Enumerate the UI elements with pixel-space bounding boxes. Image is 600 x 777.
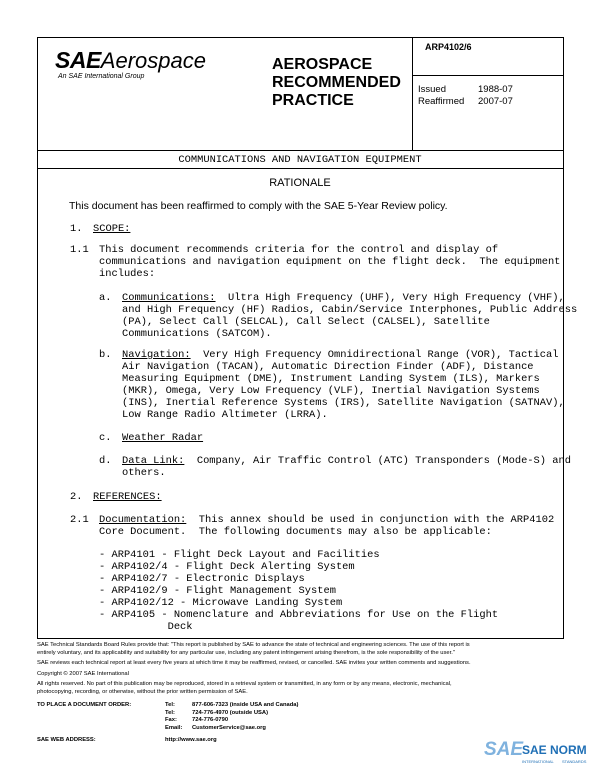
reaffirmed-label: Reaffirmed (418, 96, 465, 107)
para-2-1-label: Documentation: (99, 514, 187, 526)
item-a-communications (122, 292, 577, 340)
item-b-label: Navigation: (122, 349, 191, 361)
reference-list (99, 549, 498, 633)
item-a-line: and High Frequency (HF) Radios, Cabin/Service Interphones, Public Address (122, 304, 578, 316)
web-address-link[interactable]: http://www.sae.org (165, 737, 217, 743)
issued-value: 1988-07 (478, 84, 513, 95)
review-note: SAE reviews each technical report at least every five years at which time it may be reaffirmed, revised, or cancelled. SAE invites your written comments and suggestions. (37, 660, 471, 667)
reference-item: - ARP4102/9 - Flight Management System (99, 585, 336, 597)
item-d-letter: d. (99, 455, 112, 467)
item-d-line: others. (122, 467, 166, 479)
document-type-title (272, 56, 401, 110)
item-b-line: (INS), Inertial Reference Systems (IRS), Satellite Navigation (SATNAV), (122, 397, 565, 409)
web-label: SAE WEB ADDRESS: (37, 737, 96, 743)
item-b-line: Very High Frequency Omnidirectional Range (VOR), Tactical (190, 349, 559, 361)
contact-label: Email: (165, 724, 183, 731)
para-1-1-number: 1.1 (70, 244, 89, 256)
title-line-2: RECOMMENDED (272, 74, 401, 91)
para-1-1-text (99, 244, 560, 280)
rationale-text: This document has been reaffirmed to comply with the SAE 5-Year Review policy. (69, 200, 448, 212)
sae-norm-watermark (484, 739, 596, 773)
policy-line: entirely voluntary, and its applicability and suitability for any particular use, including any patent infringement arising therefrom, is the sole responsibility of the user." (37, 649, 455, 656)
rights-line: All rights reserved. No part of this publication may be reproduced, stored in a retrieval system or transmitted, in any form or by any means, electronic, mechanical, (37, 681, 452, 688)
reference-item: - ARP4102/12 - Microwave Landing System (99, 597, 343, 609)
item-d-label: Data Link: (122, 455, 185, 467)
title-line-3: PRACTICE (272, 92, 354, 109)
title-divider (37, 168, 564, 169)
header-divider (37, 150, 564, 151)
rationale-heading: RATIONALE (269, 177, 331, 189)
rights-line: photocopying, recording, or otherwise, without the prior written permission of SAE. (37, 688, 248, 695)
item-c-letter: c. (99, 432, 112, 444)
reference-item: - ARP4101 - Flight Deck Layout and Facilities (99, 549, 380, 561)
contact-label: Fax: (165, 717, 177, 724)
reaffirmed-value: 2007-07 (478, 96, 513, 107)
contact-fax[interactable]: 724-776-0790 (192, 717, 229, 724)
issued-divider (412, 75, 564, 76)
item-b-line: Measuring Equipment (DME), Instrument Landing System (ILS), Markers (122, 373, 540, 385)
reference-item: - ARP4105 - Nomenclature and Abbreviations for Use on the Flight (99, 609, 499, 621)
item-c-weather-radar: Weather Radar (122, 432, 204, 444)
contact-label: Tel: (165, 702, 175, 708)
sae-logo (55, 47, 206, 74)
watermark-sub-1: INTERNATIONAL (522, 759, 554, 764)
contact-label: Tel: (165, 709, 175, 716)
item-b-line: Air Navigation (TACAN), Automatic Direction Finder (ADF), Distance (122, 361, 534, 373)
scope-heading: SCOPE: (93, 223, 131, 235)
order-label: TO PLACE A DOCUMENT ORDER: (37, 702, 132, 708)
footer (37, 642, 564, 697)
logo-subtitle: An SAE International Group (58, 73, 145, 80)
para-2-1-line: Core Document. The following documents may also be applicable: (99, 526, 492, 538)
references-number: 2. (70, 491, 83, 503)
contact-phone[interactable]: 724-776-4970 (outside USA) (192, 709, 269, 716)
item-b-line: Low Range Radio Altimeter (LRRA). (122, 409, 328, 421)
item-a-line: (PA), Select Call (SELCAL), Call Select (CALSEL), Satellite (122, 316, 490, 328)
reference-item: - ARP4102/4 - Flight Deck Alerting System (99, 561, 355, 573)
title-line-1: AEROSPACE (272, 56, 373, 73)
para-1-1-line: communications and navigation equipment on the flight deck. The equipment (99, 256, 561, 268)
watermark-sub-2: STANDARDS (562, 759, 587, 764)
item-a-line: Ultra High Frequency (UHF), Very High Frequency (VHF), (215, 292, 565, 304)
item-a-label: Communications: (122, 292, 216, 304)
logo-sae-text: SAE (55, 47, 101, 73)
watermark-norm-text: SAE NORM (522, 743, 587, 757)
item-d-data-link (122, 455, 571, 479)
policy-line: SAE Technical Standards Board Rules provide that: "This report is published by SAE to advance the state of technical and engineering sciences. The use of this report is (37, 642, 470, 648)
item-a-letter: a. (99, 292, 112, 304)
para-2-1-number: 2.1 (70, 514, 89, 526)
logo-aerospace-text: Aerospace (100, 48, 206, 73)
issued-label: Issued (418, 84, 446, 95)
doc-number: ARP4102/6 (425, 42, 472, 52)
reference-item: Deck (99, 621, 193, 633)
para-1-1-line: includes: (99, 268, 156, 280)
para-2-1-text (99, 514, 554, 538)
references-heading: REFERENCES: (93, 491, 162, 503)
item-b-letter: b. (99, 349, 112, 361)
para-2-1-line: This annex should be used in conjunction with the ARP4102 (186, 514, 555, 526)
watermark-sae-mark: SAE (484, 739, 524, 760)
para-1-1-line: This document recommends criteria for the control and display of (99, 244, 499, 256)
item-a-line: Communications (SATCOM). (122, 328, 272, 340)
docnum-divider (412, 37, 413, 150)
reference-item: - ARP4102/7 - Electronic Displays (99, 573, 305, 585)
scope-number: 1. (70, 223, 83, 235)
copyright: Copyright © 2007 SAE International (37, 670, 129, 677)
item-b-line: (MKR), Omega, Very Low Frequency (VLF), Inertial Navigation Systems (122, 385, 540, 397)
item-d-line: Company, Air Traffic Control (ATC) Transponders (Mode-S) and (184, 455, 571, 467)
order-contacts (165, 702, 298, 732)
contact-email[interactable]: CustomerService@sae.org (192, 724, 266, 731)
contact-phone[interactable]: 877-606-7323 (inside USA and Canada) (192, 702, 299, 708)
document-title: COMMUNICATIONS AND NAVIGATION EQUIPMENT (178, 154, 422, 166)
item-b-navigation (122, 349, 565, 421)
